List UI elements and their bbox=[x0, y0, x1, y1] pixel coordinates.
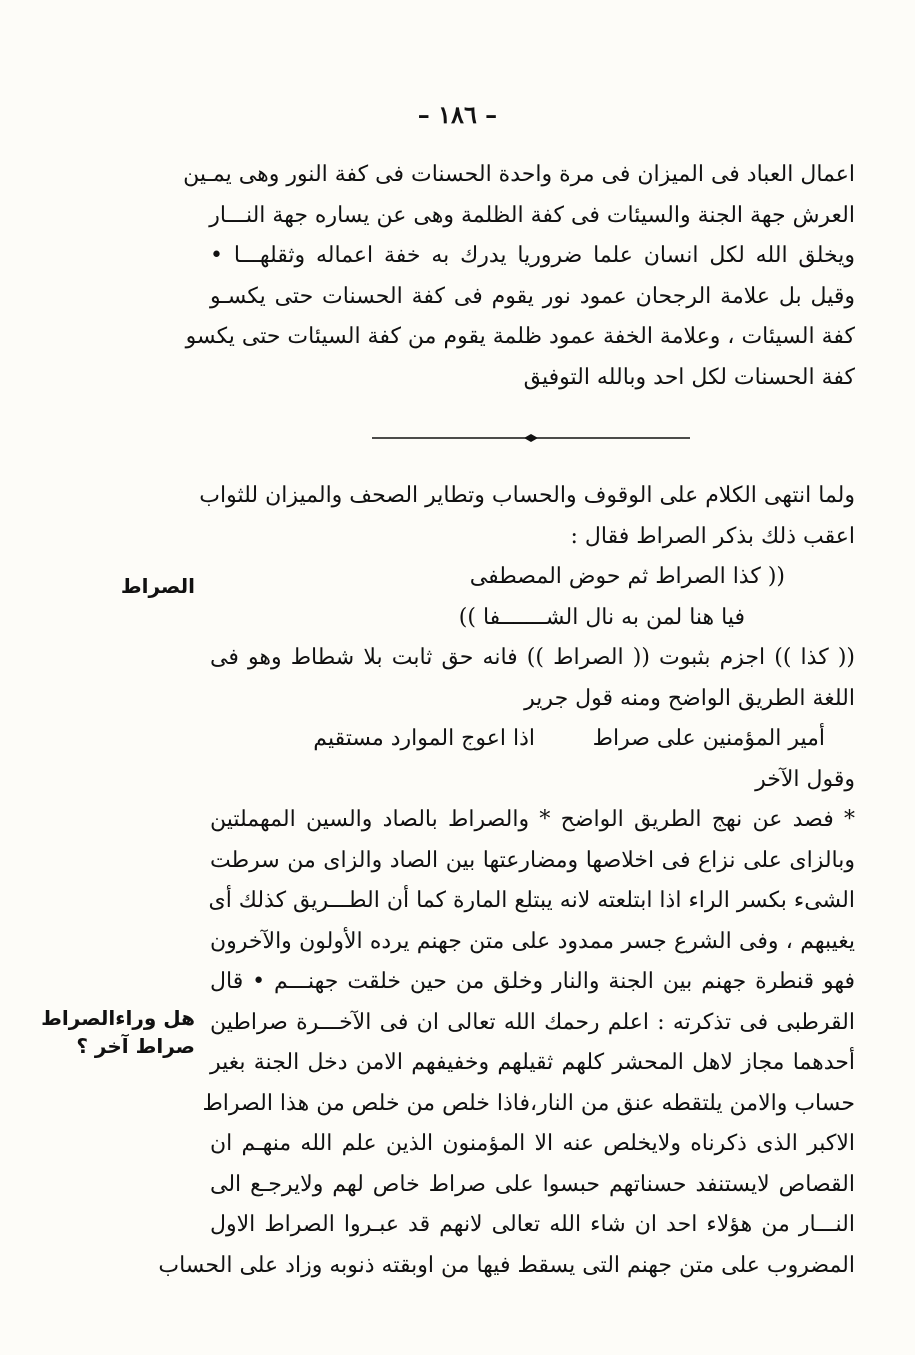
margin-note-question bbox=[20, 1004, 195, 1060]
text-line: * فصد عن نهج الطريق الواضح * والصراط بالصاد والسين المهملتين bbox=[210, 807, 855, 832]
margin-note-line: هل وراءالصراط bbox=[41, 1006, 195, 1030]
section-divider bbox=[372, 429, 690, 447]
text-line: العرش جهة الجنة والسيئات فى كفة الظلمة وهى عن يساره جهة النـــار bbox=[209, 202, 855, 228]
text-line: (( كذا )) اجزم بثبوت (( الصراط )) فانه حق ثابت بلا شطاط وهو فى bbox=[210, 645, 855, 670]
margin-note-sirat: الصراط bbox=[120, 574, 195, 598]
text-line: اللغة الطريق الواضح ومنه قول جرير bbox=[524, 685, 855, 711]
text-line: أحدهما مجاز لاهل المحشر كلهم ثقيلهم وخفيفهم الامن دخل الجنة بغير bbox=[210, 1050, 855, 1075]
text-line: يغيبهم ، وفى الشرع جسر ممدود على متن جهنم يرده الأولون والآخرون bbox=[210, 928, 855, 954]
text-line: الاكبر الذى ذكرناه ولايخلص عنه الا المؤمنون الذين علم الله منهـم ان bbox=[210, 1131, 855, 1156]
text-line: القصاص لايستنفد حسناتهم حبسوا على صراط خاص لهم ولايرجـع الى bbox=[210, 1171, 855, 1197]
verse-hemistich: أمير المؤمنين على صراط bbox=[592, 726, 825, 751]
text-line: وقول الآخر bbox=[755, 766, 855, 792]
text-line: حساب والامن يلتقطه عنق من النار،فاذا خلص من خلص من هذا الصراط bbox=[202, 1090, 855, 1116]
verse-line bbox=[210, 719, 855, 760]
verse-line: (( كذا الصراط ثم حوض المصطفى bbox=[469, 564, 785, 589]
text-line: وبالزاى على نزاع فى اخلاصها ومضارعتها بين الصاد والزاى من سرطت bbox=[210, 847, 855, 873]
text-line: كفة السيئات ، وعلامة الخفة عمود ظلمة يقوم من كفة السيئات حتى يكسو bbox=[185, 324, 855, 349]
text-line: فهو قنطرة جهنم بين الجنة والنار وخلق من حين خلقت جهنـــم • قال bbox=[210, 969, 855, 994]
paragraph-sirat bbox=[158, 476, 855, 1286]
text-line: ولما انتهى الكلام على الوقوف والحساب وتطاير الصحف والميزان للثواب bbox=[199, 483, 855, 508]
text-line: القرطبى فى تذكرته : اعلم رحمك الله تعالى ان فى الآخـــرة صراطين bbox=[210, 1009, 855, 1035]
text-line: المضروب على متن جهنم التى يسقط فيها من اوبقته ذنوبه وزاد على الحساب bbox=[158, 1252, 855, 1278]
text-line: الشىء بكسر الراء اذا ابتلعته لانه يبتلع المارة كما أن الطـــريق كذلك أى bbox=[208, 888, 855, 913]
margin-note-line: صراط آخر ؟ bbox=[76, 1034, 195, 1058]
page-number: – ١٨٦ – bbox=[417, 100, 498, 129]
paragraph-mizan bbox=[183, 155, 855, 398]
verse-line: فيا هنا لمن به نال الشـــــــفا )) bbox=[458, 604, 745, 630]
verse-hemistich: اذا اعوج الموارد مستقيم bbox=[313, 726, 535, 751]
text-line: اعقب ذلك بذكر الصراط فقال : bbox=[570, 523, 855, 549]
text-line: وقيل بل علامة الرجحان عمود نور يقوم فى كفة الحسنات حتى يكسـو bbox=[210, 283, 855, 309]
text-line: ويخلق الله لكل انسان علما ضروريا يدرك به خفة اعماله وثقلهـــا • bbox=[210, 243, 855, 268]
text-line: كفة الحسنات لكل احد وبالله التوفيق bbox=[523, 364, 855, 390]
text-line: اعمال العباد فى الميزان فى مرة واحدة الحسنات فى كفة النور وهى يمـين bbox=[183, 162, 855, 187]
text-line: النـــار من هؤلاء احد ان شاء الله تعالى لانهم قد عبـروا الصراط الاول bbox=[210, 1212, 855, 1237]
